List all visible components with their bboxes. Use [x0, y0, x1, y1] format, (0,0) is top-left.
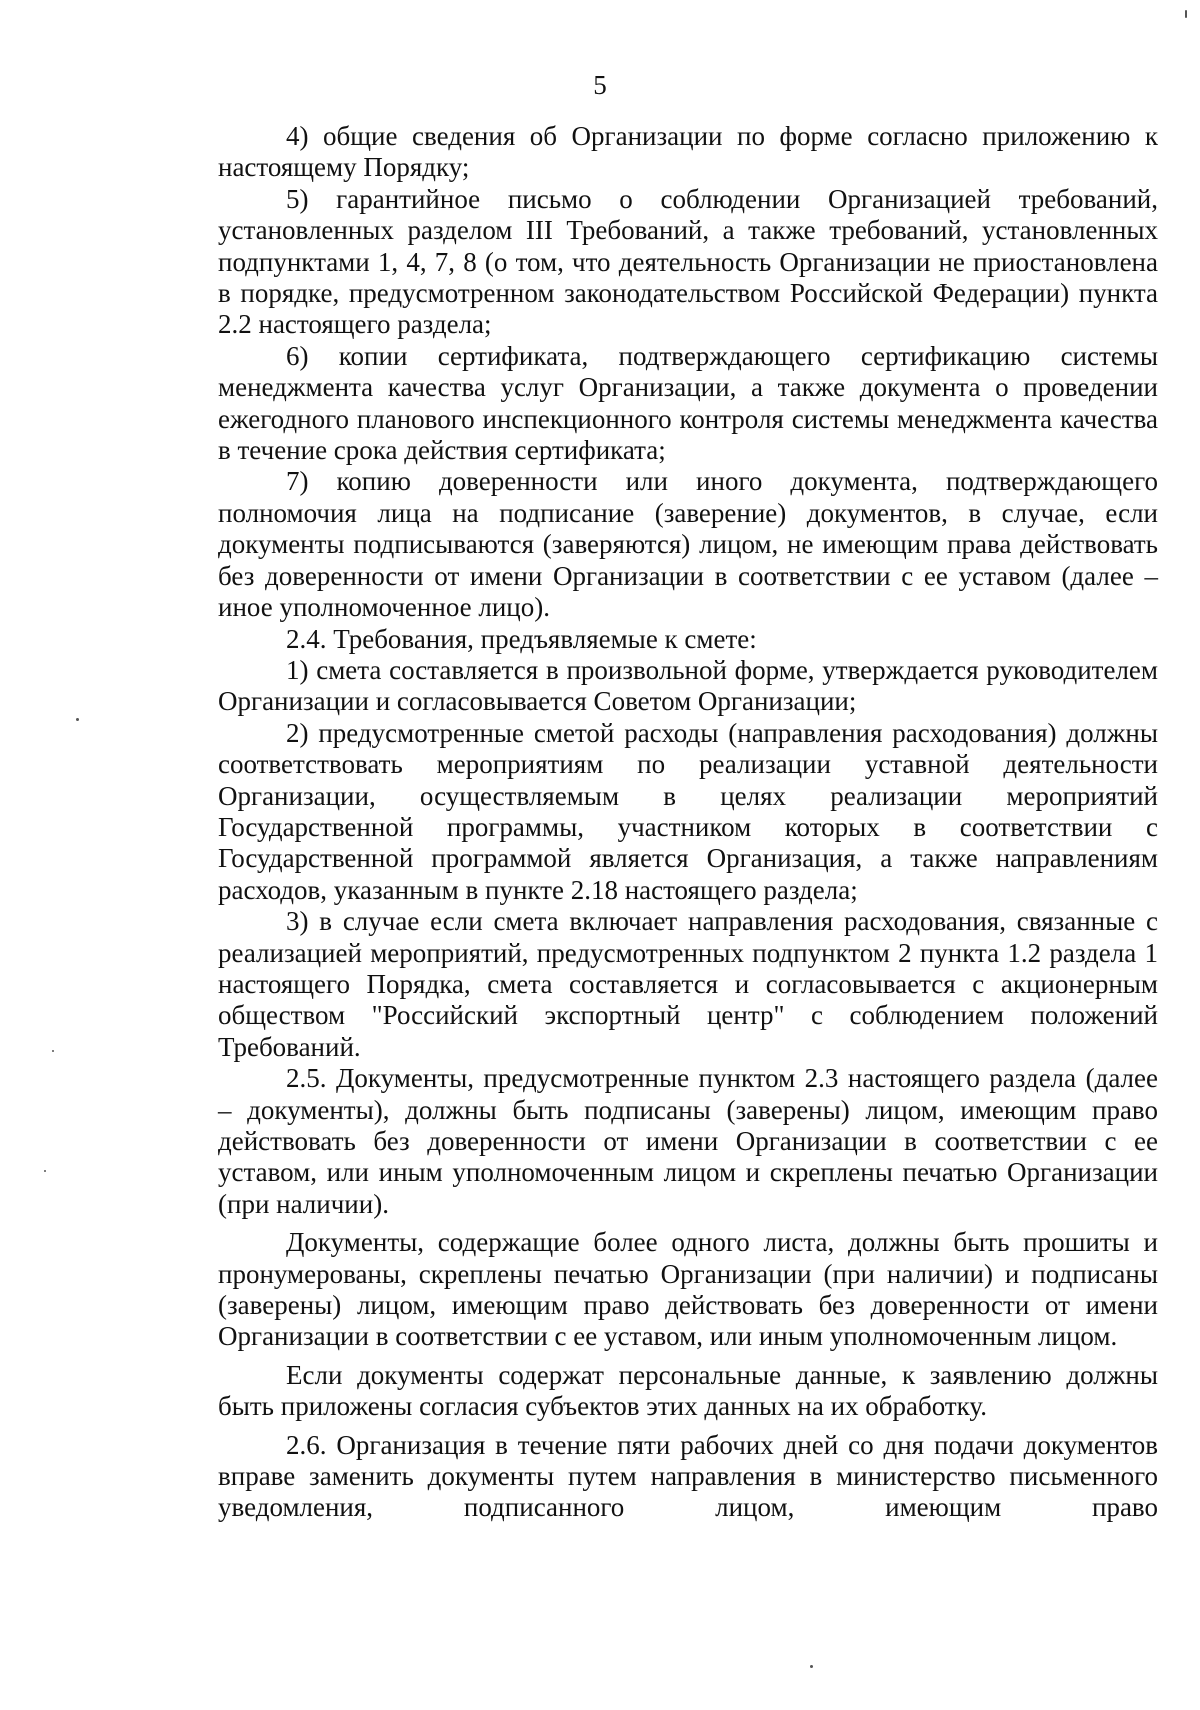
section-2-6-paragraph: 2.6. Организация в течение пяти рабочих дней со дня подачи документов вправе заменить документы путем направления в министерство письменного уведомления, подписанного лицом, имеющим право — [218, 1429, 1158, 1523]
page-number: 5 — [593, 70, 607, 100]
estimate-requirement-3: 3) в случае если смета включает направления расходования, связанные с реализацией мероприятий, предусмотренных подпунктом 2 пункта 1.2 раздела 1 настоящего Порядка, смета составляется и согласовывается с акционерным обществом "Российский экспортный центр" с соблюдением положений Требований. — [218, 906, 1158, 1062]
scan-speck — [1185, 10, 1187, 18]
estimate-requirement-1: 1) смета составляется в произвольной форме, утверждается руководителем Организации и согласовывается Советом Организации; — [218, 654, 1158, 717]
scan-speck — [52, 1050, 54, 1052]
list-item-4: 4) общие сведения об Организации по форме согласно приложению к настоящему Порядку; — [218, 121, 1158, 183]
list-item-5: 5) гарантийное письмо о соблюдении Организацией требований, установленных разделом III Требований, а также требований, установленных подпунктами 1, 4, 7, 8 (о том, что деятельность Организации не приостановлена в порядке, предусмотренном законодательством Российской Федерации) пункта 2.2 настоящего раздела; — [218, 183, 1158, 340]
document-body — [218, 121, 1158, 1524]
section-2-5-paragraph: 2.5. Документы, предусмотренные пунктом 2.3 настоящего раздела (далее – документы), должны быть подписаны (заверены) лицом, имеющим право действовать без доверенности от имени Организации в соответствии с ее уставом, или иным уполномоченным лицом и скреплены печатью Организации (при наличии). — [218, 1063, 1158, 1219]
personal-data-paragraph: Если документы содержат персональные данные, к заявлению должны быть приложены согласия субъектов этих данных на их обработку. — [218, 1359, 1158, 1422]
scan-speck — [76, 718, 79, 721]
documents-binding-paragraph: Документы, содержащие более одного листа, должны быть прошиты и пронумерованы, скреплены печатью Организации (при наличии) и подписаны (заверены) лицом, имеющим право действовать без доверенности от имени Организации в соответствии с ее уставом, или иным уполномоченным лицом. — [218, 1227, 1158, 1352]
estimate-requirement-2: 2) предусмотренные сметой расходы (направления расходования) должны соответствовать мероприятиям по реализации уставной деятельности Организации, осуществляемым в целях реализации мероприятий Государственной программы, участником которых в соответствии с Государственной программой является Организация, а также направлениям расходов, указанным в пункте 2.18 настоящего раздела; — [218, 717, 1158, 905]
scan-speck — [44, 1170, 46, 1172]
scan-speck — [810, 1665, 813, 1668]
list-item-7: 7) копию доверенности или иного документа, подтверждающего полномочия лица на подписание (заверение) документов, в случае, если документы подписываются (заверяются) лицом, не имеющим права действовать без доверенности от имени Организации в соответствии с ее уставом (далее – иное уполномоченное лицо). — [218, 466, 1158, 623]
section-2-4-heading: 2.4. Требования, предъявляемые к смете: — [286, 623, 757, 654]
list-item-6: 6) копии сертификата, подтверждающего сертификацию системы менеджмента качества услуг Организации, а также документа о проведении ежегодного планового инспекционного контроля системы менеджмента качества в течение срока действия сертификата; — [218, 340, 1158, 466]
